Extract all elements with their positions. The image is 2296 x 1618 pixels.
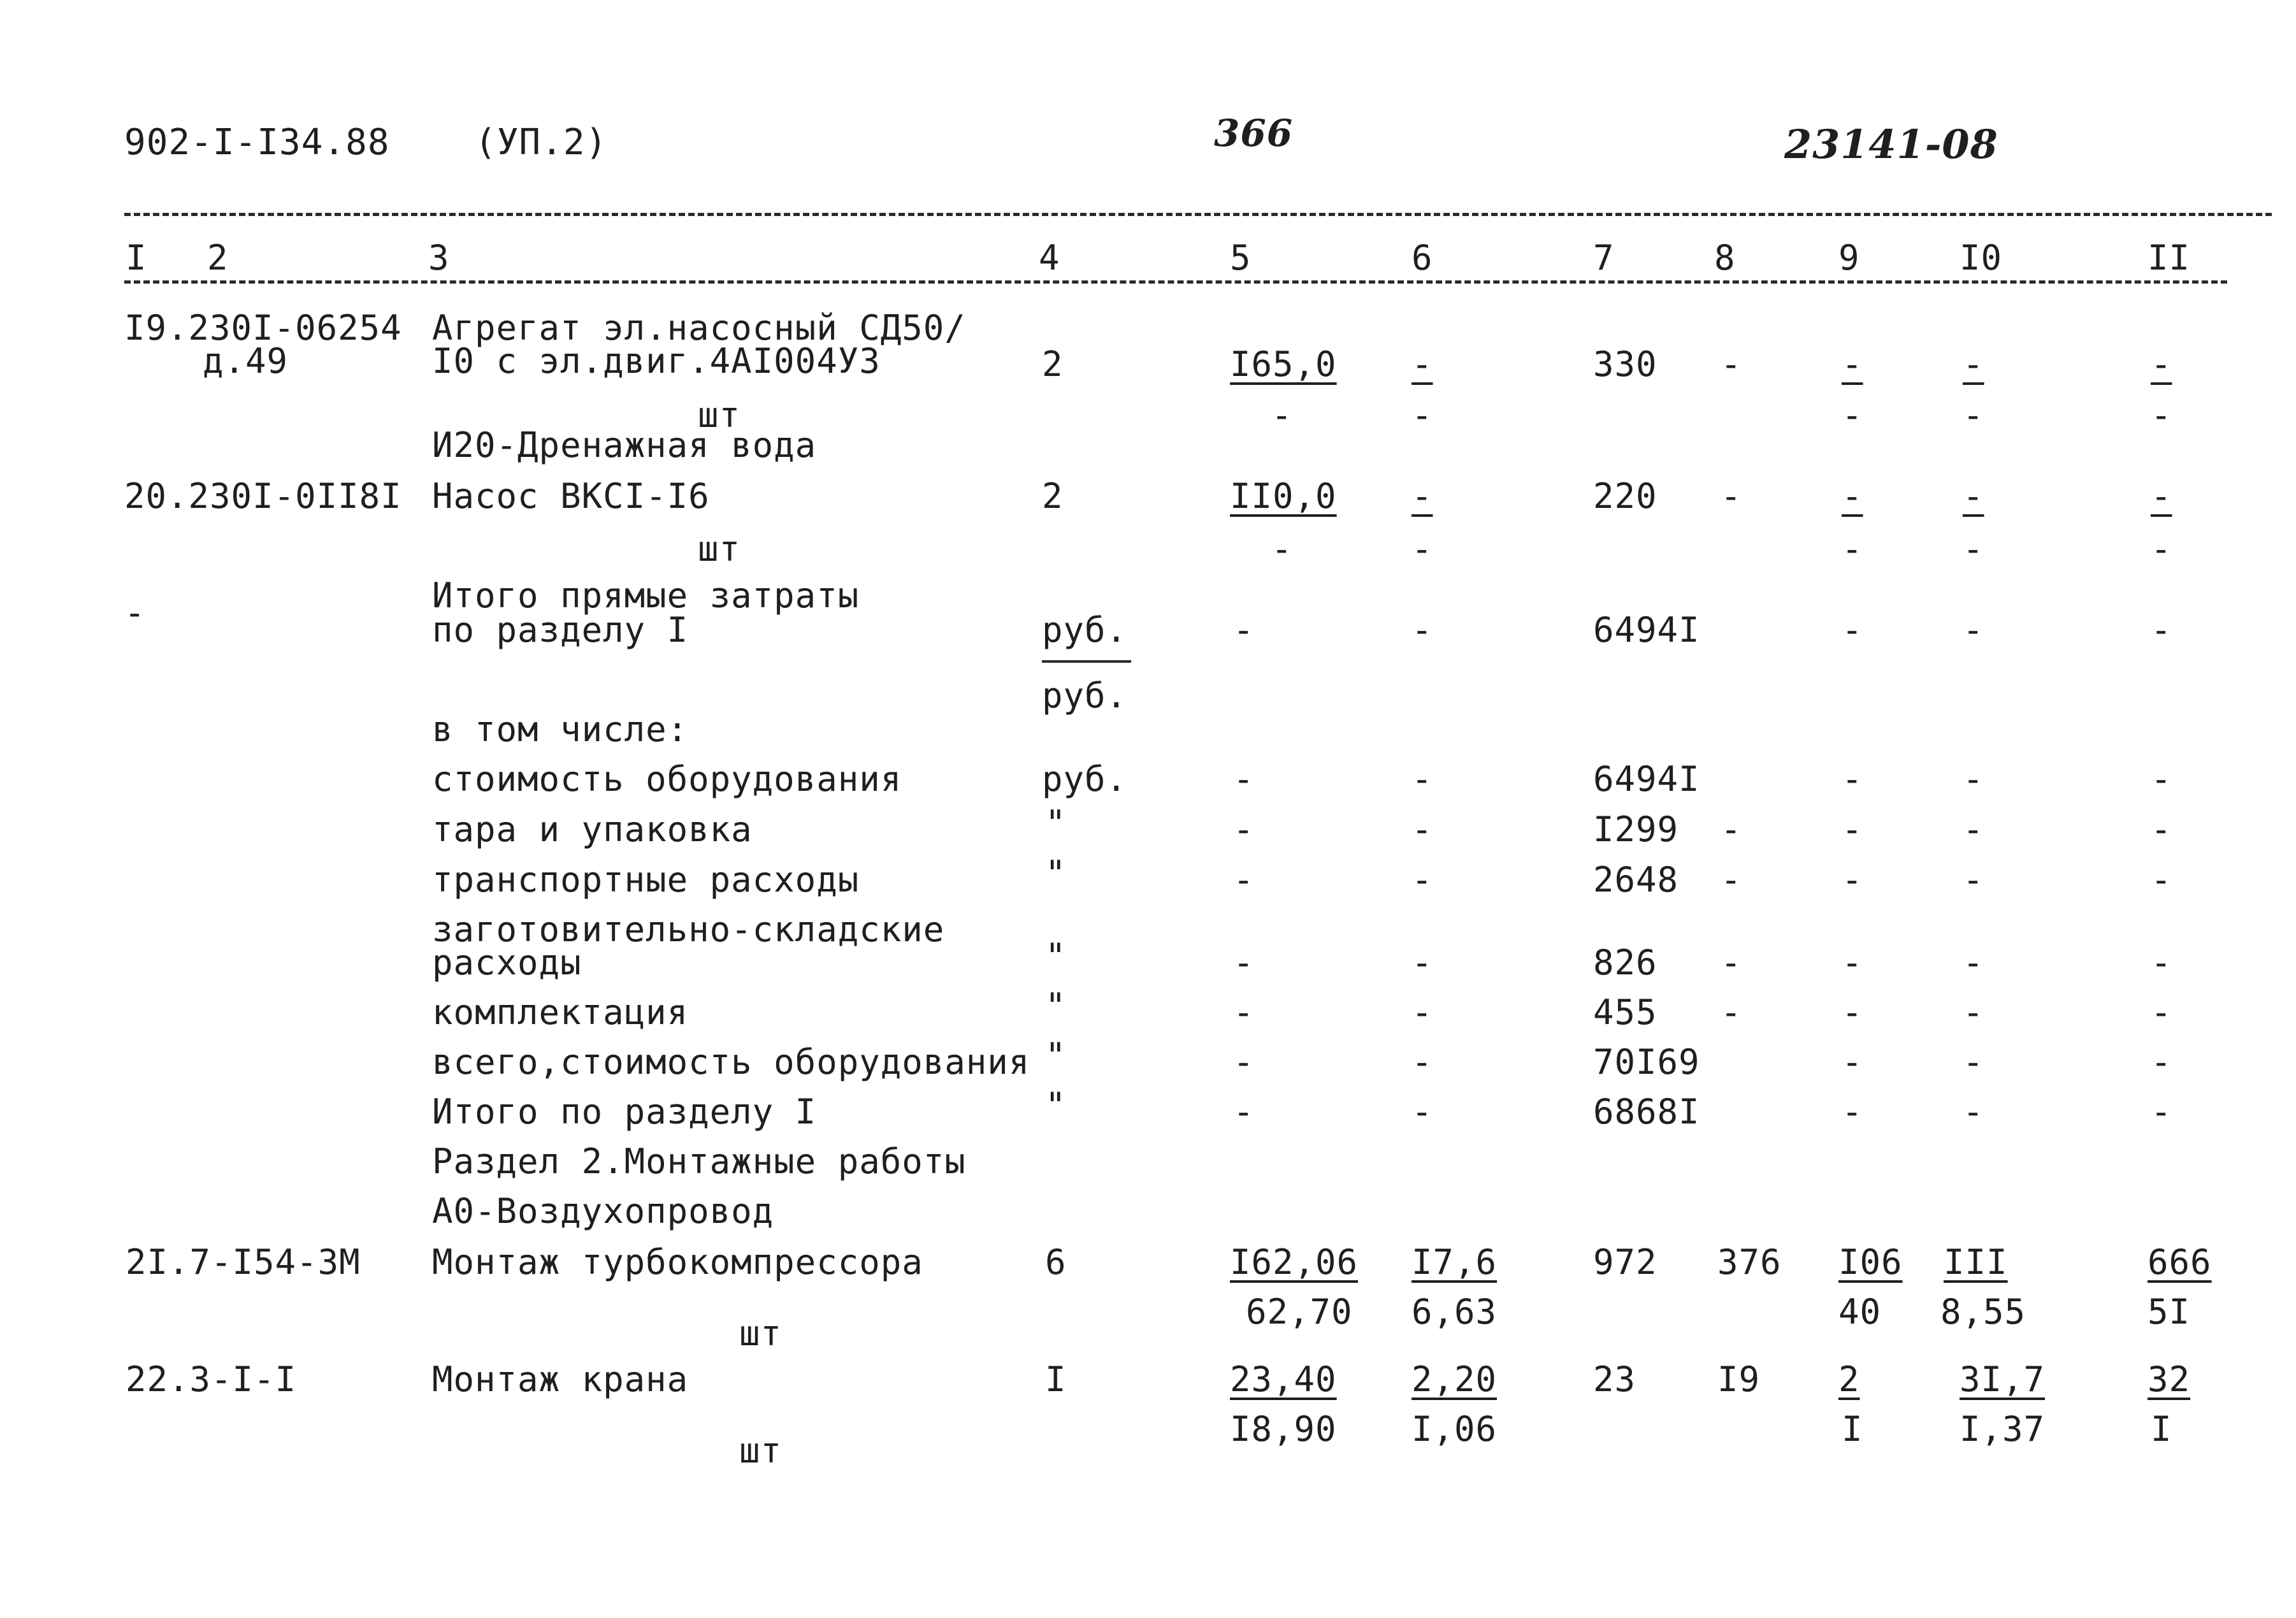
- item-name: Монтаж крана: [432, 1359, 689, 1399]
- cell-9: -: [1842, 809, 1863, 849]
- cell-8: -: [1721, 809, 1742, 849]
- cell-10: III: [1944, 1242, 2008, 1282]
- cell-8: -: [1721, 344, 1742, 384]
- cell-5-sub: I8,90: [1230, 1409, 1337, 1449]
- cell-8: -: [1721, 860, 1742, 900]
- cell-8: -: [1721, 943, 1742, 983]
- total-cost: 455: [1593, 992, 1657, 1032]
- cell-11: -: [2151, 1092, 2172, 1132]
- item-name-cont: расходы: [432, 943, 582, 983]
- cell-11: -: [2151, 860, 2172, 900]
- total-cost: 826: [1593, 943, 1657, 983]
- cell-10: -: [1963, 476, 1984, 516]
- total-cost: 6868I: [1593, 1092, 1700, 1132]
- cell-10-sub: -: [1963, 395, 1984, 435]
- cell-8: 376: [1717, 1242, 1782, 1282]
- cell-8: -: [1721, 992, 1742, 1032]
- cell-5-sub: 62,70: [1246, 1292, 1353, 1332]
- item-unit: ": [1045, 853, 1067, 893]
- cell-11-sub: -: [2151, 529, 2172, 569]
- item-name: тара и упаковка: [432, 809, 753, 849]
- cell-6: I7,6: [1412, 1242, 1498, 1282]
- cell-9: 2: [1838, 1359, 1860, 1399]
- item-unit: ": [1045, 936, 1067, 976]
- column-header-divider: [124, 280, 2227, 284]
- item-unit: шт: [698, 529, 741, 569]
- total-cost: 2648: [1593, 860, 1679, 900]
- cell-10-sub: 8,55: [1940, 1292, 2026, 1332]
- cell-6: -: [1412, 809, 1433, 849]
- cell-6-sub: 6,63: [1412, 1292, 1498, 1332]
- cell-11-sub: -: [2151, 395, 2172, 435]
- cell-5: -: [1233, 992, 1255, 1032]
- unit-cost: I65,0: [1230, 344, 1337, 384]
- column-number: 6: [1412, 238, 1433, 278]
- cell-6: -: [1412, 860, 1433, 900]
- cell-8: -: [1721, 476, 1742, 516]
- cell-9: -: [1842, 344, 1863, 384]
- item-name: Итого по разделу I: [432, 1092, 817, 1132]
- item-code: 2I.7-I54-3M: [126, 1242, 361, 1282]
- item-name-cont: по разделу I: [432, 610, 689, 650]
- column-number: 2: [207, 238, 229, 278]
- cell-10: -: [1963, 1092, 1984, 1132]
- cell-10: 3I,7: [1960, 1359, 2046, 1399]
- column-number: 5: [1230, 238, 1252, 278]
- cell-5: -: [1233, 860, 1255, 900]
- cell-9-sub: -: [1842, 395, 1863, 435]
- item-unit: ": [1045, 1036, 1067, 1076]
- album-label: (УП.2): [475, 122, 608, 163]
- cell-10: -: [1963, 610, 1984, 650]
- cell-6: -: [1412, 1042, 1433, 1082]
- unit-cost: 23,40: [1230, 1359, 1337, 1399]
- item-unit: шт: [698, 395, 741, 435]
- cell-9: I06: [1838, 1242, 1903, 1282]
- total-cost: 330: [1593, 344, 1657, 384]
- item-code: I9.230I-06254: [124, 308, 402, 348]
- cell-6: 2,20: [1412, 1359, 1498, 1399]
- column-number: 9: [1838, 238, 1860, 278]
- cell-10: -: [1963, 344, 1984, 384]
- item-name: Агрегат эл.насосный СД50/: [432, 308, 966, 348]
- item-name: всего,стоимость оборудования: [432, 1042, 1030, 1082]
- cell-6: -: [1412, 476, 1433, 516]
- header-divider: [124, 213, 2272, 216]
- cell-9-sub: I: [1842, 1409, 1863, 1449]
- total-cost: 6494I: [1593, 610, 1700, 650]
- item-name-cont: I0 с эл.двиг.4AI004У3: [432, 341, 881, 381]
- item-unit: ": [1045, 1085, 1067, 1125]
- cell-10-sub: -: [1963, 529, 1984, 569]
- item-name: заготовительно-складские: [432, 909, 945, 950]
- quantity: 6: [1045, 1242, 1067, 1282]
- cell-9: -: [1842, 610, 1863, 650]
- total-cost: 23: [1593, 1359, 1636, 1399]
- section-heading: А0-Воздухопровод: [432, 1191, 774, 1231]
- cell-6-sub: -: [1412, 395, 1433, 435]
- item-code-ref: д.49: [203, 341, 289, 381]
- cell-6: -: [1412, 759, 1433, 799]
- cell-5: -: [1233, 809, 1255, 849]
- item-name: транспортные расходы: [432, 860, 860, 900]
- unit-fraction-line: [1042, 660, 1131, 663]
- cell-11: 32: [2148, 1359, 2191, 1399]
- cell-5-sub: -: [1271, 529, 1293, 569]
- cell-9-sub: -: [1842, 529, 1863, 569]
- cell-9: -: [1842, 992, 1863, 1032]
- cell-6: -: [1412, 610, 1433, 650]
- quantity: I: [1045, 1359, 1067, 1399]
- unit-cost: II0,0: [1230, 476, 1337, 516]
- cell-11: -: [2151, 476, 2172, 516]
- cell-6: -: [1412, 992, 1433, 1032]
- item-unit-denominator: руб.: [1042, 675, 1128, 716]
- unit-cost: I62,06: [1230, 1242, 1359, 1282]
- item-unit: шт: [739, 1431, 783, 1471]
- cell-9: -: [1842, 1092, 1863, 1132]
- quantity: 2: [1042, 344, 1064, 384]
- cell-10: -: [1963, 1042, 1984, 1082]
- cell-5-sub: -: [1271, 395, 1293, 435]
- cell-10: -: [1963, 943, 1984, 983]
- cell-11-sub: I: [2151, 1409, 2172, 1449]
- cell-10-sub: I,37: [1960, 1409, 2046, 1449]
- cell-11: 666: [2148, 1242, 2212, 1282]
- cell-10: -: [1963, 759, 1984, 799]
- including-label: в том числе:: [432, 709, 689, 749]
- item-name: Монтаж турбокомпрессора: [432, 1242, 923, 1282]
- cell-6-sub: -: [1412, 529, 1433, 569]
- cell-6: -: [1412, 1092, 1433, 1132]
- cell-11: -: [2151, 759, 2172, 799]
- section-heading: И20-Дренажная вода: [432, 425, 817, 465]
- item-unit: ": [1045, 986, 1067, 1026]
- total-cost: 220: [1593, 476, 1657, 516]
- total-cost: I299: [1593, 809, 1679, 849]
- cell-8: I9: [1717, 1359, 1761, 1399]
- cell-11: -: [2151, 943, 2172, 983]
- item-code: -: [124, 593, 146, 633]
- column-number: 7: [1593, 238, 1615, 278]
- cell-5: -: [1233, 759, 1255, 799]
- total-cost: 70I69: [1593, 1042, 1700, 1082]
- sheet-code: 23141-08: [1784, 121, 1998, 168]
- column-number: II: [2148, 238, 2191, 278]
- quantity: 2: [1042, 476, 1064, 516]
- cell-11-sub: 5I: [2148, 1292, 2191, 1332]
- cell-9-sub: 40: [1838, 1292, 1882, 1332]
- cell-6-sub: I,06: [1412, 1409, 1498, 1449]
- cell-11: -: [2151, 1042, 2172, 1082]
- cell-5: -: [1233, 1042, 1255, 1082]
- item-unit: ": [1045, 803, 1067, 843]
- cell-5: -: [1233, 943, 1255, 983]
- item-unit: руб.: [1042, 610, 1128, 650]
- item-name: комплектация: [432, 992, 689, 1032]
- item-name: стоимость оборудования: [432, 759, 902, 799]
- cell-11: -: [2151, 809, 2172, 849]
- cell-11: -: [2151, 610, 2172, 650]
- cell-9: -: [1842, 759, 1863, 799]
- cell-9: -: [1842, 1042, 1863, 1082]
- cell-5: -: [1233, 1092, 1255, 1132]
- cell-10: -: [1963, 860, 1984, 900]
- column-number: I: [126, 238, 147, 278]
- column-number: 3: [428, 238, 450, 278]
- cell-9: -: [1842, 860, 1863, 900]
- item-unit: руб.: [1042, 759, 1128, 799]
- column-number: 4: [1039, 238, 1060, 278]
- column-number: 8: [1714, 238, 1736, 278]
- item-name: Насос ВКСI-I6: [432, 476, 710, 516]
- cell-9: -: [1842, 476, 1863, 516]
- total-cost: 972: [1593, 1242, 1657, 1282]
- page-number: 366: [1214, 112, 1294, 155]
- item-name: Итого прямые затраты: [432, 575, 860, 616]
- cell-10: -: [1963, 809, 1984, 849]
- column-number: I0: [1960, 238, 2003, 278]
- section-heading: Раздел 2.Монтажные работы: [432, 1141, 966, 1181]
- item-code: 20.230I-0II8I: [124, 476, 402, 516]
- cell-11: -: [2151, 992, 2172, 1032]
- document-code: 902-I-I34.88: [124, 122, 390, 163]
- item-unit: шт: [739, 1313, 783, 1354]
- cell-5: -: [1233, 610, 1255, 650]
- cell-6: -: [1412, 344, 1433, 384]
- cell-10: -: [1963, 992, 1984, 1032]
- total-cost: 6494I: [1593, 759, 1700, 799]
- cell-6: -: [1412, 943, 1433, 983]
- cell-9: -: [1842, 943, 1863, 983]
- item-code: 22.3-I-I: [126, 1359, 297, 1399]
- cell-11: -: [2151, 344, 2172, 384]
